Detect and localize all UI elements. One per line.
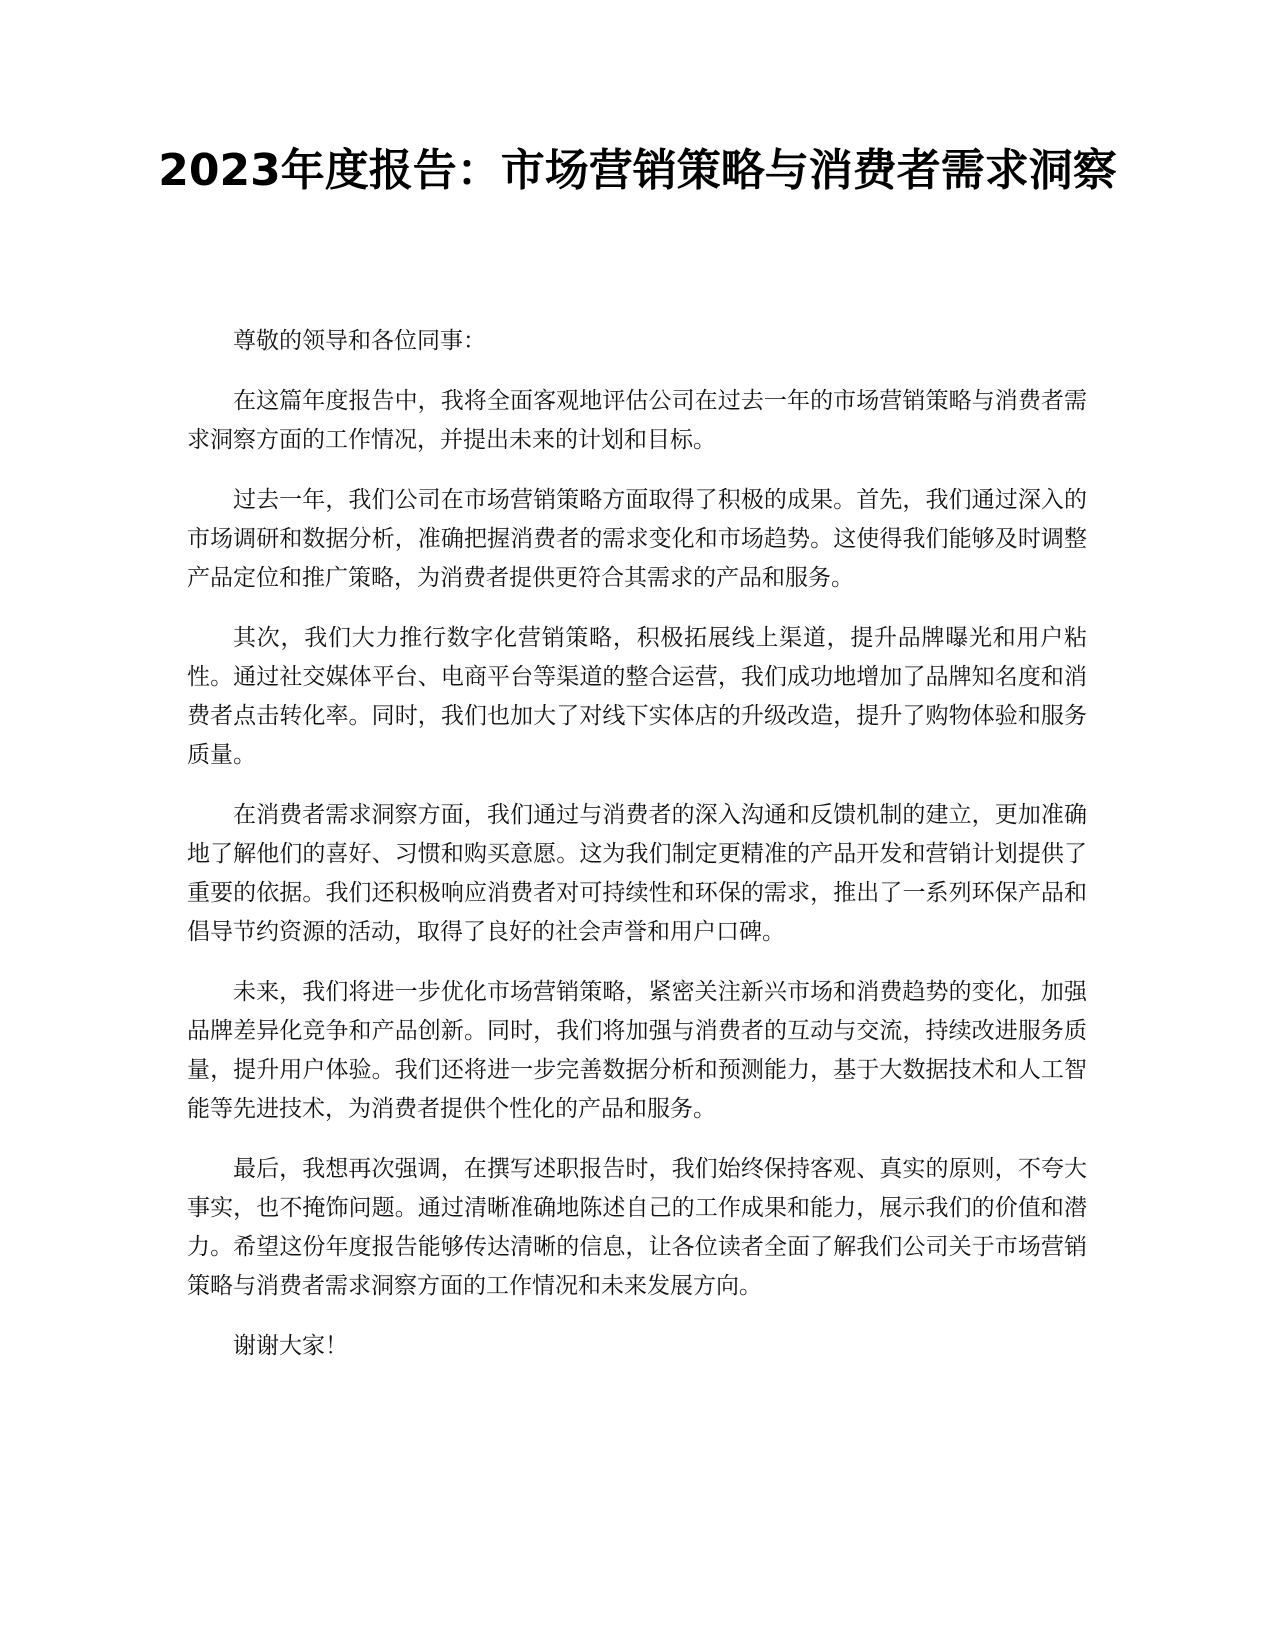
paragraph-digital-marketing: 其次，我们大力推行数字化营销策略，积极拓展线上渠道，提升品牌曝光和用户粘性。通过社交媒体平台、电商平台等渠道的整合运营，我们成功地增加了品牌知名度和消费者点击转化率。同时，我们也加大了对线下实体店的升级改造，提升了购物体验和服务质量。: [187, 625, 1087, 768]
document-body: [187, 322, 1087, 1387]
paragraph-achievements: 过去一年，我们公司在市场营销策略方面取得了积极的成果。首先，我们通过深入的市场调研和数据分析，准确把握消费者的需求变化和市场趋势。这使得我们能够及时调整产品定位和推广策略，为消费者提供更符合其需求的产品和服务。: [187, 487, 1087, 591]
salutation: 尊敬的领导和各位同事：: [233, 328, 486, 354]
paragraph-future-plans: 未来，我们将进一步优化市场营销策略，紧密关注新兴市场和消费趋势的变化，加强品牌差异化竞争和产品创新。同时，我们将加强与消费者的互动与交流，持续改进服务质量，提升用户体验。我们还将进一步完善数据分析和预测能力，基于大数据技术和人工智能等先进技术，为消费者提供个性化的产品和服务。: [187, 979, 1087, 1122]
paragraph-consumer-insight: 在消费者需求洞察方面，我们通过与消费者的深入沟通和反馈机制的建立，更加准确地了解他们的喜好、习惯和购买意愿。这为我们制定更精准的产品开发和营销计划提供了重要的依据。我们还积极响应消费者对可持续性和环保的需求，推出了一系列环保产品和倡导节约资源的活动，取得了良好的社会声誉和用户口碑。: [187, 802, 1087, 945]
closing-thanks: 谢谢大家！: [233, 1333, 348, 1359]
document-title: 2023年度报告：市场营销策略与消费者需求洞察: [158, 145, 1117, 196]
paragraph-intro: 在这篇年度报告中，我将全面客观地评估公司在过去一年的市场营销策略与消费者需求洞察方面的工作情况，并提出未来的计划和目标。: [187, 388, 1087, 453]
paragraph-conclusion: 最后，我想再次强调，在撰写述职报告时，我们始终保持客观、真实的原则，不夸大事实，也不掩饰问题。通过清晰准确地陈述自己的工作成果和能力，展示我们的价值和潜力。希望这份年度报告能够传达清晰的信息，让各位读者全面了解我们公司关于市场营销策略与消费者需求洞察方面的工作情况和未来发展方向。: [187, 1156, 1087, 1299]
